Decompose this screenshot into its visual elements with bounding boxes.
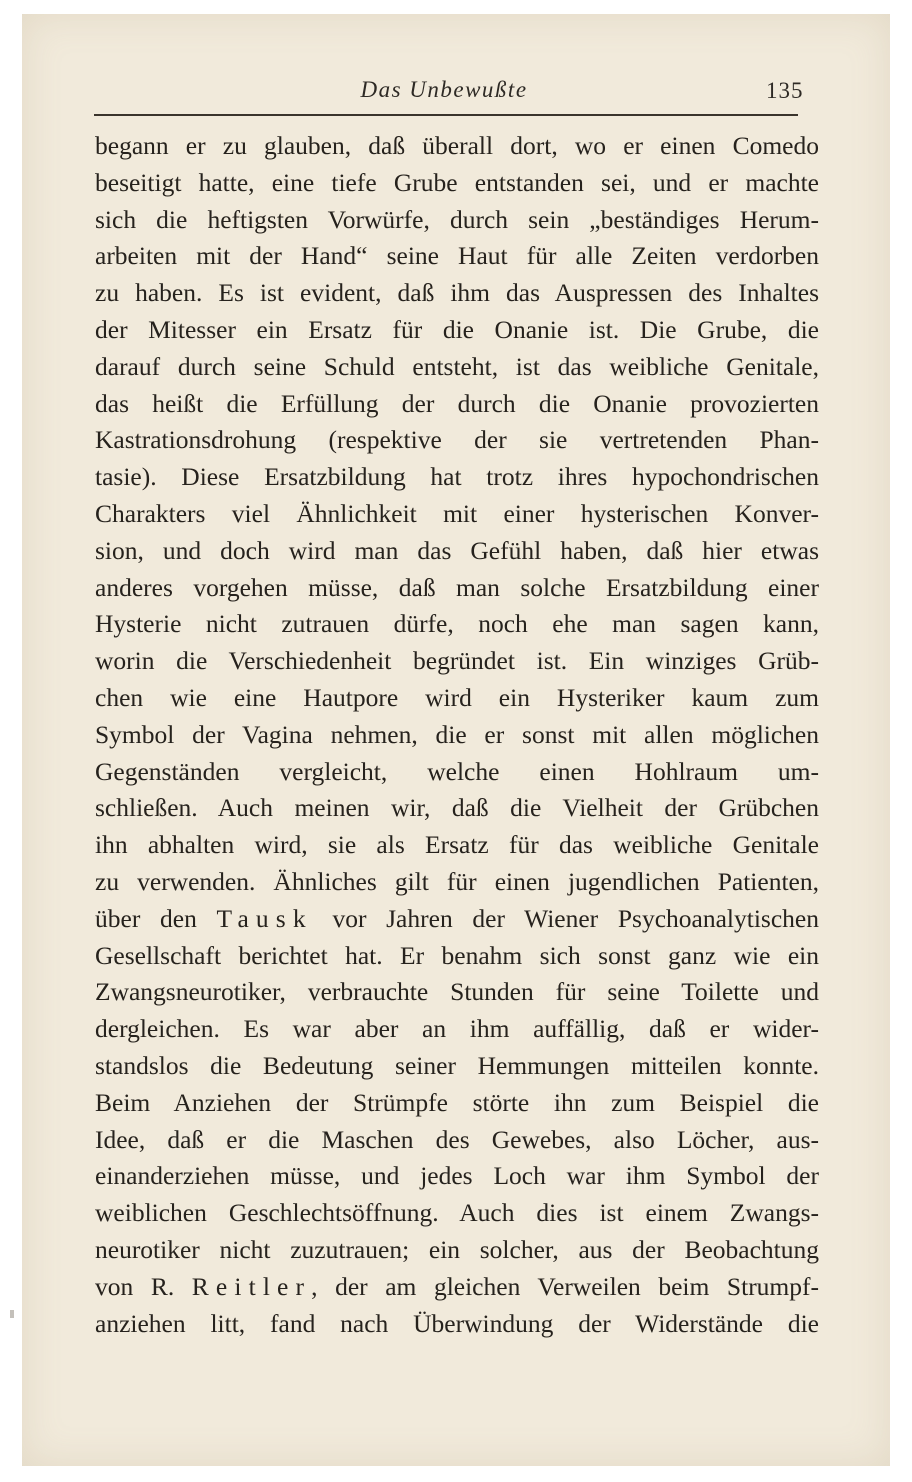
text-line: Charakters viel Ähnlichkeit mit einer hysterischen Konver- (95, 498, 819, 528)
text-line: neurotiker nicht zuzutrauen; ein solcher, aus der Beobachtung (95, 1234, 819, 1264)
text-line: Zwangsneurotiker, verbrauchte Stunden für seine Toilette und (95, 977, 819, 1007)
text-line: einanderziehen müsse, und jedes Loch war ihm Symbol der (95, 1161, 819, 1191)
text-line: weiblichen Geschlechtsöffnung. Auch dies ist einem Zwangs- (95, 1198, 819, 1228)
text-line: beseitigt hatte, eine tiefe Grube entstanden sei, und er machte (95, 167, 819, 197)
text-line: sich die heftigsten Vorwürfe, durch sein „beständiges Herum- (95, 204, 819, 234)
author-name-reitler: Reitler (191, 1271, 312, 1301)
text-line: Symbol der Vagina nehmen, die er sonst mit allen möglichen (95, 719, 819, 749)
text-line: dergleichen. Es war aber an ihm auffällig, daß er wider- (95, 1014, 819, 1044)
text-line: zu verwenden. Ähnliches gilt für einen jugendlichen Patienten, (95, 866, 819, 896)
text-line: der Mitesser ein Ersatz für die Onanie ist. Die Grube, die (95, 314, 819, 344)
text-line: Kastrationsdrohung (respektive der sie vertretenden Phan- (95, 425, 819, 455)
text-segment: von R. (95, 1271, 192, 1301)
text-line: chen wie eine Hautpore wird ein Hysteriker kaum zum (95, 682, 819, 712)
text-line: Hysterie nicht zutrauen dürfe, noch ehe man sagen kann, (95, 609, 819, 639)
chapter-title: Das Unbewußte (360, 77, 528, 102)
text-line: anziehen litt, fand nach Überwindung der Widerstände die (95, 1308, 819, 1338)
text-line: Gegenständen vergleicht, welche einen Hohlraum um- (95, 756, 819, 786)
page-number: 135 (766, 78, 804, 103)
header-rule (94, 114, 798, 116)
author-name-tausk: Tausk (216, 903, 313, 933)
body-text (95, 128, 819, 1342)
text-line: begann er zu glauben, daß überall dort, wo er einen Comedo (95, 131, 819, 160)
text-line: tasie). Diese Ersatzbildung hat trotz ihres hypochondrischen (95, 462, 819, 492)
text-line (95, 901, 819, 938)
text-line: Gesellschaft berichtet hat. Er benahm sich sonst ganz wie ein (95, 940, 819, 970)
text-segment: über den (95, 903, 217, 933)
text-line: zu haben. Es ist evident, daß ihm das Auspressen des Inhaltes (95, 278, 819, 308)
text-line: darauf durch seine Schuld entsteht, ist das weibliche Genitale, (95, 351, 819, 381)
text-line: ihn abhalten wird, sie als Ersatz für das weibliche Genitale (95, 830, 819, 860)
text-line: sion, und doch wird man das Gefühl haben, daß hier etwas (95, 535, 819, 565)
text-line: das heißt die Erfüllung der durch die Onanie provozierten (95, 388, 819, 418)
text-line (95, 1269, 819, 1306)
text-segment: , der am gleichen Verweilen beim Strumpf- (311, 1271, 820, 1301)
text-line: anderes vorgehen müsse, daß man solche Ersatzbildung einer (95, 572, 819, 602)
text-segment: vor Jahren der Wiener Psychoanalytischen (312, 903, 819, 933)
text-line: Beim Anziehen der Strümpfe störte ihn zum Beispiel die (95, 1087, 819, 1117)
text-line: Idee, daß er die Maschen des Gewebes, also Löcher, aus- (95, 1124, 819, 1154)
text-line: arbeiten mit der Hand“ seine Haut für alle Zeiten verdorben (95, 241, 819, 271)
text-line: standslos die Bedeutung seiner Hemmungen mitteilen konnte. (95, 1050, 819, 1080)
text-line: schließen. Auch meinen wir, daß die Vielheit der Grübchen (95, 793, 819, 823)
scan-speck (10, 1310, 14, 1318)
book-page (22, 14, 890, 1466)
text-line: worin die Verschiedenheit begründet ist. Ein winziges Grüb- (95, 646, 819, 676)
